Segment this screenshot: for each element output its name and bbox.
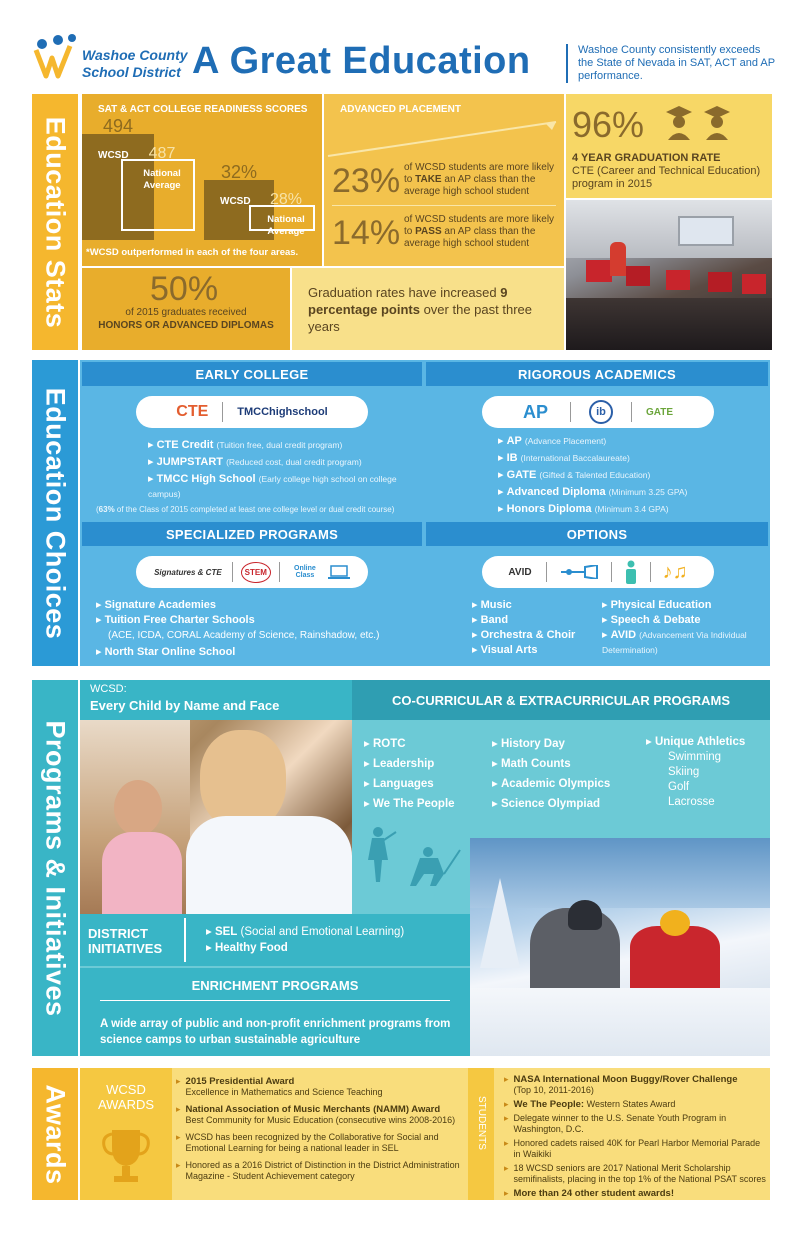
ap-title: ADVANCED PLACEMENT — [340, 104, 461, 115]
cte-logo: CTE — [176, 403, 209, 420]
list-item: Skiing — [668, 766, 700, 778]
section-tab-label: Programs & Initiatives — [40, 719, 71, 1017]
student-awards-list — [504, 1074, 768, 1202]
list-item: ▸ Band — [472, 614, 509, 626]
list-item: ▸ Leadership — [364, 758, 435, 770]
options-header: OPTIONS — [426, 522, 768, 546]
wcsd-awards-box — [80, 1068, 172, 1200]
section-tab-label: Awards — [40, 1083, 71, 1185]
enrichment-text: A wide array of public and non-profit enrichment programs from science camps to urban sustainable agriculture — [100, 1018, 451, 1046]
list-item: ▸ Languages — [364, 778, 434, 790]
wcsd-bar-label: WCSD — [98, 150, 129, 161]
athlete-icon — [624, 560, 638, 584]
graduate-icon — [702, 104, 732, 140]
sat-act-chart — [82, 118, 322, 240]
ap-take-percent: 23% — [332, 162, 401, 200]
classroom-photo — [566, 200, 772, 350]
logo-divider — [279, 562, 280, 582]
section-tab-programs-initiatives — [32, 680, 78, 1056]
page-title: A Great Education — [192, 40, 531, 82]
national-average-bar-label: National — [143, 168, 181, 179]
list-item: ▸ History Day — [492, 738, 565, 750]
award-item: ▸ More than 24 other student awards! — [504, 1188, 675, 1199]
award-item: ▸ Delegate winner to the U.S. Senate Youth Program in Washington, D.C. — [504, 1113, 727, 1134]
ap-divider — [332, 205, 556, 206]
cocurricular-list-col3 — [646, 734, 766, 810]
district-initiatives-list — [206, 924, 466, 956]
list-item: ▸ North Star Online School — [96, 646, 236, 658]
every-child-prefix: WCSD: — [90, 683, 127, 695]
wcsd-awards-list — [176, 1076, 462, 1188]
every-child-title: Every Child by Name and Face — [90, 698, 280, 713]
district-divider — [184, 918, 186, 962]
wcsd-value-label: 32% — [220, 162, 258, 182]
list-item: Swimming — [668, 751, 722, 763]
list-item: ▸ AVID (Advancement Via Individual Determination) — [602, 629, 747, 655]
list-item: ▸ SEL (Social and Emotional Learning) — [206, 926, 405, 938]
sat-footnote: *WCSD outperformed in each of the four areas. — [86, 247, 299, 258]
every-child-banner — [80, 680, 352, 720]
rigorous-academics-list — [498, 434, 758, 517]
list-item: ▸ GATE (Gifted & Talented Education) — [498, 469, 651, 481]
students-strip — [468, 1068, 494, 1200]
logo-divider — [650, 562, 651, 582]
section-tab-label: Education Stats — [40, 116, 71, 328]
list-item: ▸ Math Counts — [492, 758, 571, 770]
list-item: ▸ JUMPSTART (Reduced cost, dual credit program) — [148, 456, 362, 468]
signatures-logo: Signatures & CTE — [154, 567, 222, 577]
list-item: ▸ AP (Advance Placement) — [498, 435, 607, 447]
enrichment-header: ENRICHMENT PROGRAMS — [191, 978, 359, 993]
honors-diploma-label: HONORS OR ADVANCED DIPLOMAS — [98, 320, 274, 331]
avid-logo: AVID — [508, 566, 532, 578]
ib-logo: ib — [589, 400, 613, 424]
award-item: ▸ We The People: Western States Award — [504, 1099, 676, 1110]
award-item: ▸ National Association of Music Merchants (NAMM) Award Best Community for Music Education (consecutive wins 2008-2016) — [176, 1104, 456, 1125]
list-item: ▸ Healthy Food — [206, 942, 288, 954]
options-logos — [482, 556, 714, 588]
award-item: ▸ 2015 Presidential Award Excellence in Mathematics and Science Teaching — [176, 1076, 383, 1097]
national-average-value-label: 487 — [148, 145, 176, 162]
tmcc-logo: TMCChighschool — [237, 406, 328, 418]
options-list-col2 — [602, 598, 762, 658]
ap-take-text: of WCSD students are more likely to TAKE an AP class than the average high school student — [404, 162, 555, 197]
graduation-rate-label: 4 YEAR GRADUATION RATE — [572, 152, 721, 164]
list-item: ▸ Visual Arts — [472, 644, 538, 656]
national-average-bar-label: Average — [267, 226, 305, 237]
wcsd-awards-label: WCSD AWARDS — [97, 1082, 155, 1112]
section-tab-label: Education Choices — [40, 387, 71, 639]
teacher-student-photo — [80, 720, 352, 914]
list-item: ▸ Unique Athletics — [646, 736, 746, 748]
rigorous-academics-header: RIGOROUS ACADEMICS — [426, 362, 768, 386]
list-item: ▸ ROTC — [364, 738, 406, 750]
list-item: ▸ Physical Education — [602, 599, 712, 611]
list-item: Golf — [668, 781, 690, 793]
section-tab-education-stats — [32, 94, 78, 350]
logo-divider — [631, 402, 632, 422]
graduation-rate-percent: 96% — [572, 104, 645, 145]
honors-diploma-text: of 2015 graduates received — [125, 307, 247, 318]
page-header — [0, 0, 800, 92]
laptop-icon — [328, 565, 350, 579]
trumpet-icon — [559, 565, 599, 579]
ap-logo: AP — [522, 401, 548, 422]
award-item: ▸ NASA International Moon Buggy/Rover Challenge (Top 10, 2011-2016) — [504, 1074, 738, 1095]
honors-diploma-percent: 50% — [150, 270, 219, 308]
graduation-increase-text: Graduation rates have increased 9 percentage points over the past three years — [308, 285, 532, 334]
award-item: ▸ WCSD has been recognized by the Collaborative for Social and Emotional Learning for being a national leader in SEL — [176, 1132, 439, 1153]
list-item: ▸ Advanced Diploma (Minimum 3.25 GPA) — [498, 486, 688, 498]
list-item: ▸ CTE Credit (Tuition free, dual credit program) — [148, 439, 343, 451]
logo-divider — [222, 402, 223, 422]
gate-logo: GATE — [645, 406, 674, 418]
stem-logo: STEM — [241, 562, 271, 583]
list-item: ▸ Music — [472, 599, 512, 611]
cocurricular-header: CO-CURRICULAR & EXTRACURRICULAR PROGRAMS — [352, 680, 770, 720]
award-item: ▸ Honored as a 2016 District of Distinction in the District Administration Magazine - Student Achievement category — [176, 1160, 460, 1181]
enrichment-programs-box — [80, 968, 470, 1056]
national-average-bar-label: Average — [143, 180, 181, 191]
ap-pass-text: of WCSD students are more likely to PASS an AP class than the average high school student — [404, 214, 555, 249]
students-label: STUDENTS — [476, 1096, 487, 1150]
list-item: Lacrosse — [668, 796, 715, 808]
cocurricular-list-col1 — [364, 734, 484, 814]
sat-act-title: SAT & ACT COLLEGE READINESS SCORES — [98, 104, 308, 115]
specialized-programs-list — [96, 598, 416, 660]
list-item: ▸ Tuition Free Charter Schools — [96, 614, 255, 626]
header-note: Washoe County consistently exceeds the State of Nevada in SAT, ACT and AP performance. — [566, 44, 776, 83]
list-item: ▸ We The People — [364, 798, 455, 810]
cocurricular-list-col2 — [492, 734, 642, 814]
online-class-logo: Online Class — [294, 565, 316, 579]
list-item: ▸ Science Olympiad — [492, 798, 601, 810]
section-tab-awards — [32, 1068, 78, 1200]
music-notes-icon: ♪♫ — [662, 560, 688, 583]
list-item: ▸ IB (International Baccalaureate) — [498, 452, 630, 464]
early-college-header: EARLY COLLEGE — [82, 362, 422, 386]
list-item: ▸ Honors Diploma (Minimum 3.4 GPA) — [498, 503, 669, 515]
trophy-icon — [100, 1126, 152, 1186]
award-item: ▸ Honored cadets raised 40K for Pearl Harbor Memorial Parade in Waikiki — [504, 1138, 761, 1159]
rigorous-academics-logos — [482, 396, 714, 428]
graduation-rate-desc: CTE (Career and Technical Education) program in 2015 — [572, 165, 761, 190]
logo-divider — [232, 562, 233, 582]
ap-arrow-graphic — [326, 118, 562, 158]
logo-divider — [570, 402, 571, 422]
wcsd-value-label: 494 — [102, 118, 134, 136]
specialized-programs-header: SPECIALIZED PROGRAMS — [82, 522, 422, 546]
early-college-logos — [136, 396, 368, 428]
violinist-silhouette-icon — [364, 826, 398, 882]
national-average-bar-label: National — [267, 214, 305, 225]
award-item: ▸ 18 WCSD seniors are 2017 National Merit Scholarship semifinalists, placing in the top 1% of the National PSAT scores — [504, 1163, 766, 1184]
enrichment-divider — [100, 1000, 450, 1001]
golfer-silhouette-icon — [408, 846, 464, 886]
skiing-photo — [470, 838, 770, 1056]
logo-text-line1: Washoe County — [82, 47, 188, 63]
early-college-list — [148, 438, 408, 502]
wcsd-bar-label: WCSD — [220, 196, 251, 207]
list-item: ▸ Speech & Debate — [602, 614, 701, 626]
district-initiatives-label: DISTRICT INITIATIVES — [88, 926, 163, 956]
list-item: ▸ Academic Olympics — [492, 778, 611, 790]
logo-text-line2: School District — [82, 64, 181, 80]
list-item: ▸ Orchestra & Choir — [472, 629, 576, 641]
logo-divider — [546, 562, 547, 582]
early-college-footnote: (63% of the Class of 2015 completed at least one college level or dual credit course) — [96, 505, 395, 514]
list-item: ▸ TMCC High School (Early college high school on college campus) — [148, 473, 397, 499]
graduate-icon — [664, 104, 694, 140]
list-item: ▸ Signature Academies — [96, 599, 217, 611]
ap-pass-percent: 14% — [332, 214, 401, 252]
specialized-programs-logos — [136, 556, 368, 588]
national-average-value-label: 28% — [269, 191, 303, 208]
list-item: (ACE, ICDA, CORAL Academy of Science, Rainshadow, etc.) — [108, 630, 380, 641]
section-tab-education-choices — [32, 360, 78, 666]
district-logo-icon — [28, 32, 78, 82]
options-list-col1 — [472, 598, 602, 658]
logo-divider — [611, 562, 612, 582]
